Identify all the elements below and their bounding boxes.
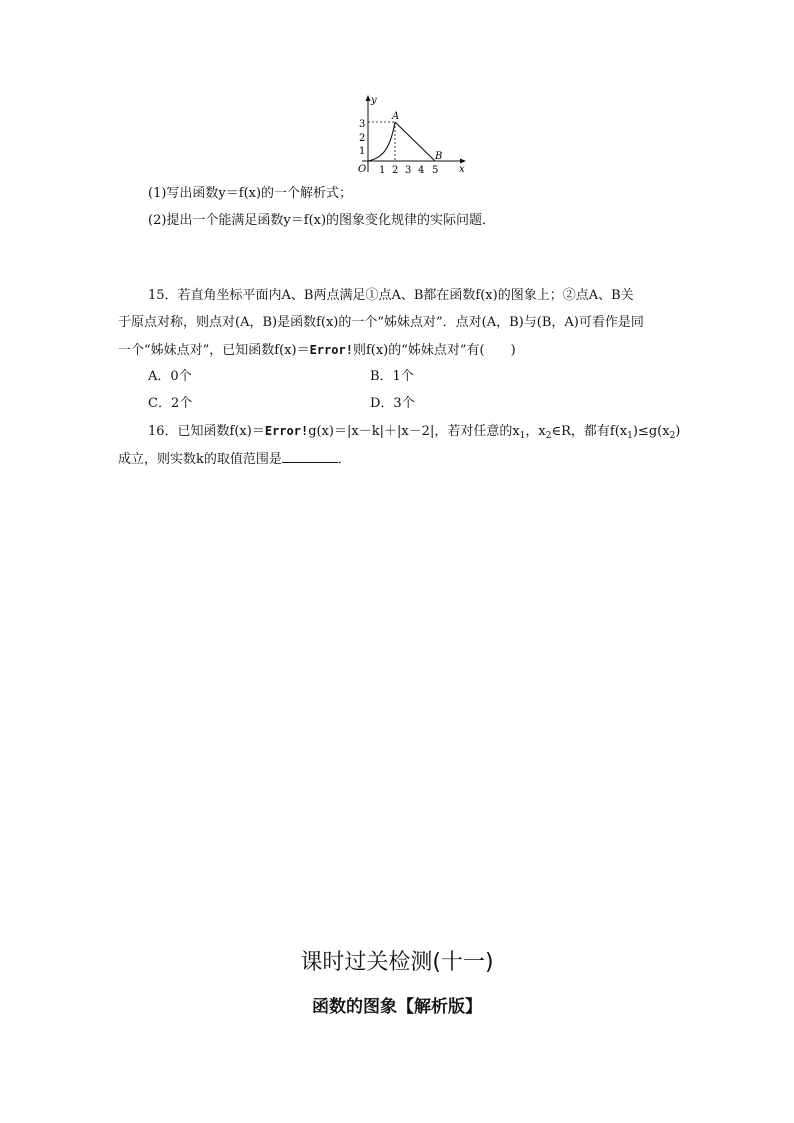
x-tick-label: 4 (418, 165, 425, 176)
q16-text-e: )≤g(x (632, 424, 670, 439)
y-tick-label: 2 (359, 133, 366, 144)
q16-text-a: 16．已知函数f(x)＝ (148, 424, 265, 439)
y-tick-label: 1 (359, 146, 366, 157)
answer-blank[interactable] (282, 450, 338, 463)
x-tick-label: 5 (432, 165, 439, 176)
function-graph (352, 92, 472, 180)
q15-option-c: C．2个 (148, 396, 193, 411)
q16-line2-text: 成立，则实数k的取值范围是 (118, 452, 282, 467)
origin-label: O (358, 164, 367, 175)
q15-line2: 于原点对称，则点对(A，B)是函数f(x)的一个“姊妹点对”．点对(A，B)与(B，A)可看作是同 (118, 315, 644, 330)
q15-line3-text-end: 则f(x)的“姊妹点对”有( ) (352, 343, 516, 358)
segment-a-to-b (395, 122, 435, 161)
q16-line2-end: ． (337, 452, 351, 467)
subscript: 1 (627, 431, 633, 441)
q16-line2 (118, 450, 351, 469)
x-tick-label: 2 (392, 165, 399, 176)
x-axis-label: x (459, 164, 465, 175)
point-a-label: A (392, 111, 400, 122)
q16-text-f: ) (675, 424, 681, 439)
q15-option-d: D．3个 (370, 396, 415, 411)
lesson-title: 课时过关检测(十一) (300, 950, 494, 975)
y-axis-label: y (371, 95, 377, 106)
y-axis-arrow (366, 95, 371, 101)
subscript: 2 (669, 431, 676, 441)
lesson-subtitle: 函数的图象【解析版】 (312, 997, 482, 1017)
curve-o-to-a (368, 122, 395, 161)
x-tick-label: 1 (379, 165, 386, 176)
x-tick-label: 3 (405, 165, 412, 176)
q16-text-c: ，x (525, 424, 546, 439)
x-axis-arrow (460, 159, 466, 164)
q15-line3 (118, 341, 516, 360)
q15-option-b: B．1个 (370, 369, 414, 384)
q14-part1: (1)写出函数y＝f(x)的一个解析式； (148, 186, 353, 201)
error-marker: Error! (264, 424, 309, 438)
q16-line1 (148, 422, 680, 445)
subscript: 2 (545, 431, 552, 441)
q15-option-a: A．0个 (148, 369, 192, 384)
point-b-label: B (435, 151, 443, 162)
y-tick-label: 3 (359, 119, 366, 130)
subscript: 1 (519, 431, 526, 441)
q15-line3-text: 一个“姊妹点对”，已知函数f(x)＝ (118, 343, 310, 358)
q15-line1: 15．若直角坐标平面内A、B两点满足①点A、B都在函数f(x)的图象上；②点A、B关 (148, 288, 634, 303)
error-marker: Error! (309, 343, 353, 357)
q16-text-d: ∈R，都有f(x (551, 424, 628, 439)
q14-part2: (2)提出一个能满足函数y＝f(x)的图象变化规律的实际问题． (148, 213, 496, 228)
q16-text-b: g(x)＝|x－k|＋|x－2|，若对任意的x (308, 424, 520, 439)
